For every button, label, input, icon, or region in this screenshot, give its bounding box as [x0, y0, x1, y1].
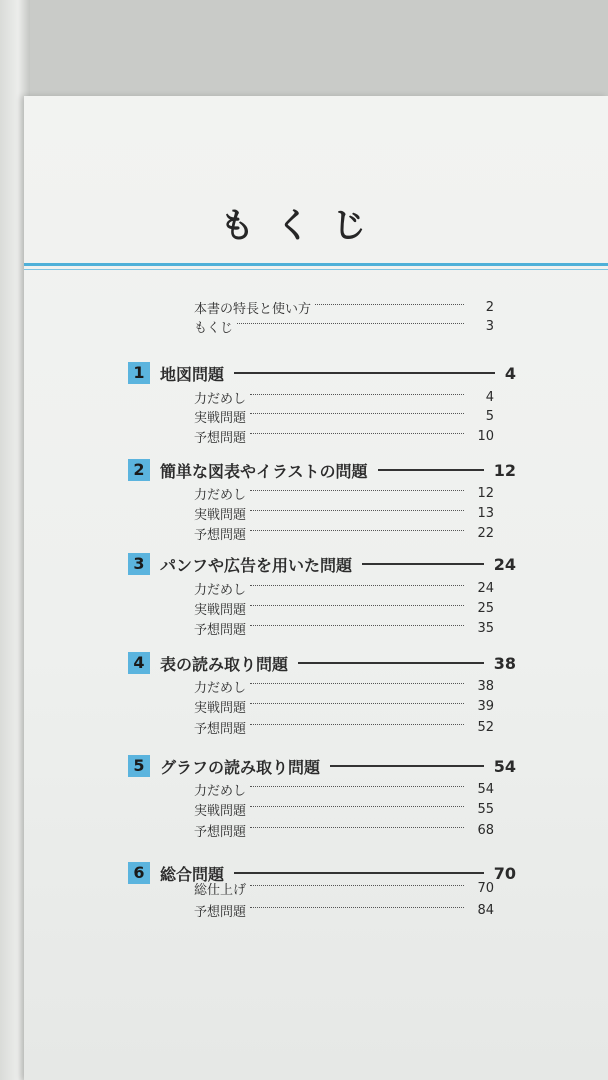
toc-entry-page: 5 — [485, 408, 494, 424]
toc-entry-page: 70 — [477, 880, 494, 896]
chapter-page: 70 — [493, 863, 516, 883]
toc-entry[interactable] — [194, 298, 494, 316]
leader-dots — [250, 413, 464, 414]
toc-entry-page: 24 — [477, 580, 494, 596]
toc-entry[interactable] — [194, 780, 494, 798]
toc-entry-label: 予想問題 — [194, 904, 247, 920]
chapter-number-badge: 1 — [128, 362, 150, 384]
leader-dots — [250, 530, 464, 531]
leader-dots — [250, 724, 464, 725]
toc-entry-page: 68 — [477, 822, 494, 838]
chapter-rule — [234, 372, 495, 374]
toc-entry-label: 本書の特長と使い方 — [194, 301, 312, 317]
toc-entry-label: 実戦問題 — [194, 602, 247, 618]
toc-entry-label: 実戦問題 — [194, 410, 247, 426]
toc-entry-label: 実戦問題 — [194, 803, 247, 819]
chapter-page: 12 — [493, 460, 516, 480]
toc-entry-label: 力だめし — [194, 582, 247, 598]
chapter-title: グラフの読み取り問題 — [160, 757, 321, 777]
chapter-number-badge: 3 — [128, 553, 150, 575]
leader-dots — [250, 683, 464, 684]
toc-entry-page: 25 — [477, 600, 494, 616]
leader-dots — [250, 510, 464, 511]
chapter-heading[interactable] — [128, 360, 516, 386]
toc-entry-page: 39 — [477, 698, 494, 714]
toc-entry[interactable] — [194, 504, 494, 522]
toc-entry-label: 予想問題 — [194, 824, 247, 840]
chapter-heading[interactable] — [128, 551, 516, 577]
toc-entry-label: 力だめし — [194, 487, 247, 503]
toc-entry-page: 3 — [485, 318, 494, 334]
toc-entry[interactable] — [194, 879, 494, 897]
toc-entry[interactable] — [194, 317, 494, 335]
toc-entry-page: 13 — [477, 505, 494, 521]
chapter-rule — [234, 872, 484, 874]
chapter-rule — [298, 662, 484, 664]
leader-dots — [250, 625, 464, 626]
toc-entry-label: 実戦問題 — [194, 700, 247, 716]
chapter-title: 地図問題 — [160, 364, 225, 384]
toc-entry[interactable] — [194, 484, 494, 502]
toc-entry[interactable] — [194, 579, 494, 597]
chapter-number-badge: 5 — [128, 755, 150, 777]
chapter-heading[interactable] — [128, 753, 516, 779]
toc-entry[interactable] — [194, 427, 494, 445]
leader-dots — [250, 703, 464, 704]
leader-dots — [250, 490, 464, 491]
toc-entry[interactable] — [194, 677, 494, 695]
toc-entry-label: 力だめし — [194, 783, 247, 799]
leader-dots — [250, 806, 464, 807]
toc-entry[interactable] — [194, 901, 494, 919]
leader-dots — [250, 433, 464, 434]
chapter-title: パンフや広告を用いた問題 — [160, 555, 353, 575]
chapter-number-badge: 2 — [128, 459, 150, 481]
toc-entry-page: 22 — [477, 525, 494, 541]
toc-entry-page: 55 — [477, 801, 494, 817]
leader-dots — [237, 323, 464, 324]
toc-entry-page: 4 — [485, 389, 494, 405]
toc-entry[interactable] — [194, 697, 494, 715]
leader-dots — [250, 394, 464, 395]
toc-entry-label: 予想問題 — [194, 430, 247, 446]
toc-entry-page: 52 — [477, 719, 494, 735]
chapter-rule — [330, 765, 484, 767]
toc-entry[interactable] — [194, 718, 494, 736]
leader-dots — [315, 304, 464, 305]
toc-entry-label: もくじ — [194, 320, 234, 336]
toc-entry-page: 10 — [477, 428, 494, 444]
leader-dots — [250, 885, 464, 886]
toc-entry[interactable] — [194, 388, 494, 406]
toc-entry-page: 54 — [477, 781, 494, 797]
title-rule — [24, 263, 608, 266]
chapter-page: 38 — [493, 653, 516, 673]
toc-entry-page: 38 — [477, 678, 494, 694]
chapter-title: 総合問題 — [160, 864, 225, 884]
toc-entry-page: 35 — [477, 620, 494, 636]
toc-entry[interactable] — [194, 800, 494, 818]
leader-dots — [250, 605, 464, 606]
toc-entry[interactable] — [194, 407, 494, 425]
toc-entry-label: 総仕上げ — [194, 882, 247, 898]
chapter-heading[interactable] — [128, 457, 516, 483]
chapter-rule — [362, 563, 484, 565]
chapter-title: 表の読み取り問題 — [160, 654, 289, 674]
chapter-number-badge: 6 — [128, 862, 150, 884]
toc-entry-label: 実戦問題 — [194, 507, 247, 523]
page-title: もくじ — [220, 206, 388, 246]
chapter-rule — [378, 469, 484, 471]
leader-dots — [250, 786, 464, 787]
chapter-title: 簡単な図表やイラストの問題 — [160, 461, 368, 481]
chapter-page: 24 — [493, 554, 516, 574]
toc-entry-label: 予想問題 — [194, 721, 247, 737]
toc-entry[interactable] — [194, 619, 494, 637]
toc-entry-label: 力だめし — [194, 391, 247, 407]
toc-entry-page: 2 — [485, 299, 494, 315]
toc-entry-page: 12 — [477, 485, 494, 501]
leader-dots — [250, 585, 464, 586]
toc-entry-label: 予想問題 — [194, 622, 247, 638]
toc-entry-label: 予想問題 — [194, 527, 247, 543]
chapter-page: 4 — [504, 363, 516, 383]
leader-dots — [250, 827, 464, 828]
toc-entry[interactable] — [194, 821, 494, 839]
chapter-page: 54 — [493, 756, 516, 776]
toc-entry[interactable] — [194, 599, 494, 617]
chapter-number-badge: 4 — [128, 652, 150, 674]
toc-entry-page: 84 — [477, 902, 494, 918]
title-rule-thin — [24, 269, 608, 270]
toc-entry-label: 力だめし — [194, 680, 247, 696]
chapter-heading[interactable] — [128, 650, 516, 676]
toc-entry[interactable] — [194, 524, 494, 542]
leader-dots — [250, 907, 464, 908]
